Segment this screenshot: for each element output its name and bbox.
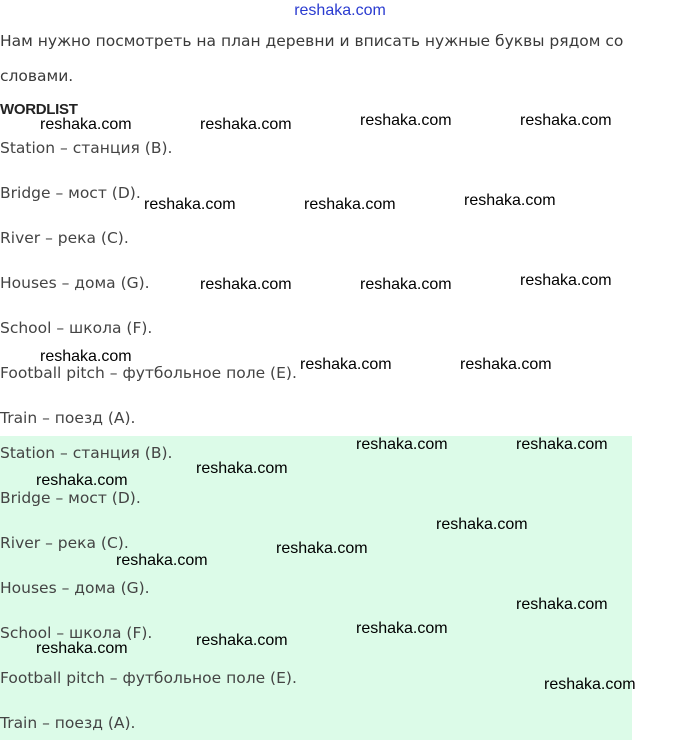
list-item: Bridge – мост (D). (0, 184, 141, 202)
list-item: School – школа (F). (0, 624, 153, 642)
watermark: reshaka.com (144, 196, 236, 213)
watermark: reshaka.com (356, 436, 448, 453)
watermark: reshaka.com (276, 540, 368, 557)
watermark: reshaka.com (436, 516, 528, 533)
list-item: River – река (C). (0, 229, 129, 247)
wordlist-heading: WORDLIST (0, 101, 78, 118)
list-item: Houses – дома (G). (0, 274, 150, 292)
list-item: Football pitch – футбольное поле (E). (0, 364, 297, 382)
intro-paragraph: Нам нужно посмотреть на план деревни и вписать нужные буквы рядом со словами. (0, 32, 624, 85)
watermark: reshaka.com (200, 116, 292, 133)
list-item: Station – станция (B). (0, 139, 173, 157)
watermark: reshaka.com (196, 632, 288, 649)
watermark: reshaka.com (516, 436, 608, 453)
watermark: reshaka.com (196, 460, 288, 477)
list-item: Bridge – мост (D). (0, 489, 141, 507)
list-item: Train – поезд (A). (0, 409, 136, 427)
watermark: reshaka.com (520, 272, 612, 289)
list-item: River – река (C). (0, 534, 129, 552)
list-item: Station – станция (B). (0, 444, 173, 462)
watermark: reshaka.com (200, 276, 292, 293)
list-item: Train – поезд (A). (0, 714, 136, 732)
watermark: reshaka.com (40, 348, 132, 365)
watermark: reshaka.com (356, 620, 448, 637)
watermark: reshaka.com (36, 472, 128, 489)
watermark: reshaka.com (116, 552, 208, 569)
watermark: reshaka.com (36, 640, 128, 657)
list-item: School – школа (F). (0, 319, 153, 337)
watermark: reshaka.com (360, 276, 452, 293)
watermark: reshaka.com (40, 116, 132, 133)
watermark: reshaka.com (460, 356, 552, 373)
list-item: Football pitch – футбольное поле (E). (0, 669, 297, 687)
watermark: reshaka.com (544, 676, 636, 693)
list-item: Houses – дома (G). (0, 579, 150, 597)
watermark: reshaka.com (464, 192, 556, 209)
watermark: reshaka.com (304, 196, 396, 213)
watermark: reshaka.com (360, 112, 452, 129)
watermark: reshaka.com (520, 112, 612, 129)
site-header-link[interactable]: reshaka.com (294, 2, 386, 19)
watermark: reshaka.com (516, 596, 608, 613)
watermark: reshaka.com (300, 356, 392, 373)
